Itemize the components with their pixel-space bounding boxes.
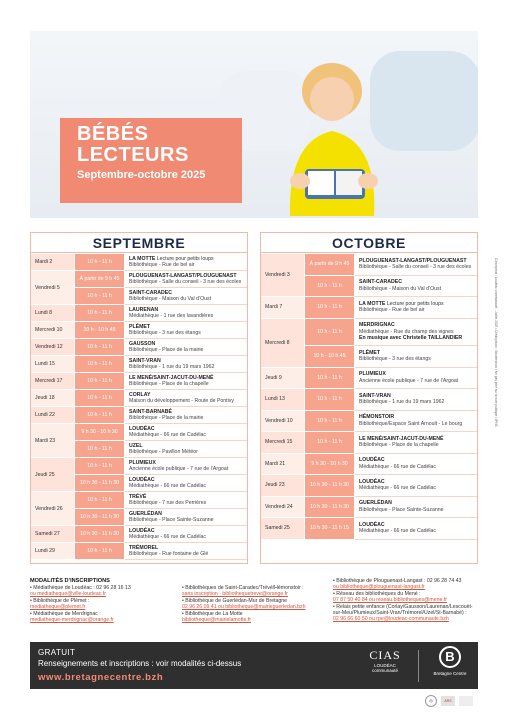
schedule-time: 10 h - 11 h (305, 297, 355, 319)
venue-address: Médiathèque - 66 rue de Cadélac (129, 483, 206, 489)
contact-link[interactable]: mediatheque-merdrignac@orange.fr (30, 617, 114, 624)
october-schedule (260, 232, 478, 564)
venue-address: Bibliothèque - Place de la chapelle (359, 442, 439, 449)
schedule-date: Mardi 2 (31, 254, 75, 271)
schedule-date: Mardi 7 (261, 297, 305, 319)
venue-town: HÉMONSTOIR (359, 414, 395, 421)
schedule-venue (355, 518, 477, 540)
schedule-date: Vendredi 12 (31, 339, 75, 356)
hero-banner (30, 31, 478, 218)
schedule-venue (355, 346, 477, 368)
schedule-venue (125, 543, 247, 560)
schedule-date: Mercredi 10 (31, 322, 75, 339)
schedule-time: 10 h - 11 h (305, 389, 355, 411)
schedule-time: 10 h - 11 h (75, 254, 125, 271)
schedule-date: Vendredi 5 (31, 271, 75, 305)
schedule-venue (125, 509, 247, 526)
contact-text: • Bibliothèques de Saint-Caradec/Trévé/Hémonstoir : (182, 585, 304, 591)
cias-logo-sub2: communauté (371, 668, 398, 673)
venue-address: Médiathèque - 1 rue des lavandières (129, 313, 214, 319)
contact-link[interactable]: 02 96 26 09 41 ou bibliotheque@mairieguerledan.bzh (182, 604, 306, 611)
schedule-time: À partir de 9 h 45 (305, 254, 355, 276)
venue-address: Bibliothèque - 1 rue du 19 mars 1962 (359, 399, 445, 406)
partner-logo-icon: ◎ (425, 695, 437, 707)
schedule-date: Samedi 27 (31, 526, 75, 543)
schedule-venue (125, 339, 247, 356)
schedule-venue (355, 368, 477, 390)
venue-address: Bibliothèque - Place Sainte-Suzanne (359, 506, 444, 513)
cias-logo-text: CIAS (369, 648, 401, 662)
venue-address: Médiathèque - 66 rue de Cadélac (359, 528, 436, 535)
venue-town: PLOUGUENAST-LANGAST/PLOUGUENAST (359, 257, 467, 264)
venue-address: Bibliothèque - Place de la chapelle (129, 381, 209, 387)
schedule-date: Mardi 21 (261, 454, 305, 476)
september-schedule (30, 232, 248, 564)
schedule-time: 10 h - 11 h (75, 441, 125, 458)
venue-address: Bibliothèque - Pavillon Météor (129, 449, 198, 455)
venue-town: LAURENAN (129, 306, 159, 313)
schedule-venue (355, 319, 477, 347)
schedule-time: 10 h 30 - 11 h 30 (75, 509, 125, 526)
venue-town: PLUMIEUX (129, 459, 156, 466)
schedule-venue (355, 411, 477, 433)
schedule-date: Vendredi 24 (261, 497, 305, 519)
schedule-date: Lundi 8 (31, 305, 75, 322)
schedule-date: Mardi 23 (31, 424, 75, 458)
schedule-date: Lundi 29 (31, 543, 75, 560)
venue-town: LOUDÉAC (359, 478, 385, 485)
schedule-date: Mercredi 17 (31, 373, 75, 390)
schedule-time: 10 h 30 - 11 h 30 (305, 475, 355, 497)
schedule-venue (125, 288, 247, 305)
schedule-time: 10 h - 11 h (75, 339, 125, 356)
september-heading: SEPTEMBRE (31, 233, 247, 253)
schedule-time: 10 h - 11 h (75, 390, 125, 407)
venue-town: SAINT-BARNABÉ (129, 408, 172, 415)
contact-link[interactable]: mediatheque@plemet.fr (30, 604, 86, 611)
cias-logo (360, 648, 410, 684)
venue-address: Bibliothèque - 3 rue des étangs (359, 356, 431, 363)
bretagne-centre-logo-label: Bretagne Centre (433, 671, 467, 676)
venue-address: Bibliothèque - 7 rue des Perrières (129, 500, 207, 506)
title-line-1: BÉBÉS (77, 123, 149, 145)
venue-address: Bibliothèque - Maison du Val d’Oust (359, 285, 442, 292)
schedule-time: 10 h 30 - 11 h 30 (305, 497, 355, 519)
venue-town: GUERLÉDAN (359, 500, 392, 507)
registration-title: MODALITÉS D’INSCRIPTIONS (30, 578, 110, 584)
schedule-time: 10 h - 11 h (75, 305, 125, 322)
venue-town: CORLAY (129, 391, 151, 398)
schedule-venue (355, 276, 477, 298)
schedule-time: 10 h 30 - 11 h 15 (305, 518, 355, 540)
venue-address: Bibliothèque - Place Sainte-Suzanne (129, 517, 214, 523)
venue-town: MERDRIGNAC (359, 322, 395, 329)
venue-address: Bibliothèque/Espace Saint Arnoult - Le bourg (359, 420, 463, 427)
schedule-time: 9 h 30 - 10 h 30 (305, 454, 355, 476)
schedule-venue (125, 322, 247, 339)
venue-town: PLOUGUENAST-LANGAST/PLOUGUENAST (129, 272, 237, 279)
partner-logos (425, 694, 478, 708)
venue-town: PLÉMET (359, 349, 381, 356)
schedule-venue (125, 407, 247, 424)
venue-note: Lecture pour petits loups (155, 255, 214, 262)
schedule-date: Jeudi 25 (31, 458, 75, 492)
schedule-time: 10 h - 10 h 45 (305, 346, 355, 368)
venue-town: PLÉMET (129, 323, 151, 330)
contact-text: • Réseau des bibliothèques du Mené : (333, 590, 421, 597)
schedule-time: 9 h 30 - 10 h 30 (75, 424, 125, 441)
venue-address: Maison du développement - Route de Pontivy (129, 398, 234, 404)
contact-link[interactable]: ou mediatheque@ville-loudeac.fr (30, 591, 106, 598)
schedule-date: Vendredi 10 (261, 411, 305, 433)
schedule-time: 10 h - 11 h (75, 407, 125, 424)
schedule-venue (355, 254, 477, 276)
schedule-time: 10 h - 11 h (75, 356, 125, 373)
venue-town: SAINT-CARADEC (359, 279, 402, 286)
footer-divider (418, 650, 419, 682)
venue-town: LOUDÉAC (359, 457, 385, 464)
schedule-venue (125, 390, 247, 407)
venue-address: Bibliothèque - Rue de bel air (129, 262, 195, 268)
venue-address: Médiathèque - Rue du champ des vignes (359, 328, 454, 335)
schedule-venue (125, 254, 247, 271)
schedule-time: 10 h - 11 h (305, 319, 355, 347)
venue-town: LA MOTTE (129, 255, 156, 262)
hero-photo-child-reading (260, 51, 400, 218)
schedule-time: 10 h - 11 h (75, 458, 125, 475)
venue-town: LOUDÉAC (129, 476, 155, 483)
venue-town: SAINT-VRAN (129, 357, 161, 364)
footer-banner (30, 642, 478, 689)
schedule-venue (125, 373, 247, 390)
schedule-time: 10 h - 11 h (75, 492, 125, 509)
contact-text: sur-Meu/Plumieux/Saint-Vran/Trémorel/Uzel/St-Barnabé) : (333, 610, 467, 617)
schedule-time: 10 h - 11 h (305, 432, 355, 454)
schedule-venue (355, 389, 477, 411)
venue-address: Ancienne école publique - 7 rue de l’Argoat (359, 377, 459, 384)
title-line-2: LECTEURS (77, 144, 189, 166)
venue-address: Médiathèque - 66 rue de Cadélac (129, 432, 206, 438)
venue-address: Bibliothèque - Place de la mairie (129, 415, 204, 421)
schedule-time: 10 h - 11 h (305, 368, 355, 390)
info-label: Renseignements et inscriptions : voir modalités ci-dessus (38, 659, 242, 668)
contact-link[interactable]: ou bibliotheque@plouguenast-langast.fr (333, 584, 425, 591)
venue-address: Médiathèque - 66 rue de Cadélac (359, 485, 436, 492)
venue-note: Lecture pour petits loups (385, 300, 444, 307)
venue-address: Bibliothèque - Maison du Val d’Oust (129, 296, 212, 302)
schedule-venue (125, 305, 247, 322)
venue-address: Bibliothèque - Salle du conseil - 3 rue des écoles (129, 279, 242, 285)
venue-town: PLUMIEUX (359, 371, 386, 378)
venue-address: Médiathèque - 66 rue de Cadélac (129, 534, 206, 540)
schedule-date: Samedi 25 (261, 518, 305, 540)
venue-town: TRÉVÉ (129, 493, 147, 500)
schedule-date: Mercredi 8 (261, 319, 305, 368)
schedule-date: Mercredi 15 (261, 432, 305, 454)
schedule-time: 10 h - 11 h (75, 373, 125, 390)
schedule-date: Jeudi 9 (261, 368, 305, 390)
venue-address: Bibliothèque - Salle du conseil - 3 rue des écoles (359, 264, 472, 271)
registration-info (30, 578, 478, 624)
schedule-time: 10 h - 10 h 45 (75, 322, 125, 339)
venue-town: SAINT-VRAN (359, 392, 391, 399)
venue-town: LA MOTTE (359, 300, 386, 307)
credit-text: Conception : Loudéac communauté - Juillet 2025 • Crédit photo : Shutterstock • Ne pas jeter sur la voie publique • IPNS (494, 258, 498, 427)
schedule-date: Jeudi 18 (31, 390, 75, 407)
contact-text: • Bibliothèque de Guerlédan-Mur de Bretagne (182, 597, 288, 604)
schedule-venue (355, 297, 477, 319)
schedule-venue (125, 492, 247, 509)
schedule-time: 10 h 30 - 11 h 30 (75, 526, 125, 543)
schedule-venue (355, 432, 477, 454)
contact-text: • Relais petite enfance (Corlay/Gausson/Laurenan/Lescouët- (333, 603, 473, 610)
venue-town: GUERLÉDAN (129, 510, 162, 517)
venue-address: Bibliothèque - Rue de bel air (359, 307, 425, 314)
ars-logo: ARS (441, 696, 455, 706)
schedule-time: 10 h - 11 h (305, 276, 355, 298)
venue-town: LE MENÉ/SAINT-JACUT-DU-MENÉ (129, 374, 214, 381)
schedule-venue (125, 356, 247, 373)
schedule-date: Vendredi 26 (31, 492, 75, 526)
schedule-venue (355, 475, 477, 497)
schedule-date: Jeudi 23 (261, 475, 305, 497)
bretagne-centre-logo (426, 646, 474, 686)
venue-town: TRÉMOREL (129, 544, 159, 551)
bretagne-centre-logo-mark: B (439, 646, 461, 668)
contact-link[interactable]: 07 87 50 40 84 ou reseau.bibliotheques@mene.fr (333, 597, 447, 604)
schedule-time: 10 h - 11 h (75, 543, 125, 560)
schedule-date: Lundi 15 (31, 356, 75, 373)
contact-link[interactable]: sans inscription - bibliothequetreve@orange.fr (182, 591, 288, 598)
schedule-date: Lundi 13 (261, 389, 305, 411)
partner-logo-icon (459, 696, 473, 706)
schedule-venue (125, 271, 247, 288)
schedule-time: 10 h 30 - 11 h 30 (75, 475, 125, 492)
schedule-time: 10 h - 11 h (75, 288, 125, 305)
contact-text: • Médiathèque de Loudéac : 02 96 28 16 13 (30, 585, 131, 591)
venue-address: Bibliothèque - 1 rue du 19 mars 1962 (129, 364, 215, 370)
venue-address: Bibliothèque - Place de la mairie (129, 347, 204, 353)
schedule-date: Lundi 22 (31, 407, 75, 424)
schedule-venue (125, 424, 247, 441)
schedule-venue (125, 458, 247, 475)
schedule-venue (355, 497, 477, 519)
schedule-date: Vendredi 3 (261, 254, 305, 297)
contact-text: • Médiathèque de Merdrignac : (30, 610, 101, 617)
venue-town: LOUDÉAC (359, 521, 385, 528)
contact-text: • Bibliothèque de Plouguenast-Langast : 02 96 28 74 43 (333, 578, 462, 584)
venue-address: Ancienne école publique - 7 rue de l’Argoat (129, 466, 229, 472)
venue-address: Médiathèque - 66 rue de Cadélac (359, 463, 436, 470)
schedule-venue (355, 454, 477, 476)
registration-column-3 (333, 578, 481, 623)
contact-text: • Bibliothèque de La Motte (182, 610, 243, 617)
venue-town: UZEL (129, 442, 143, 449)
october-heading: OCTOBRE (261, 233, 477, 253)
title-subtitle: Septembre-octobre 2025 (77, 169, 206, 181)
title-block (60, 118, 242, 203)
cias-logo-sub1: LOUDÉAC (374, 663, 396, 668)
schedule-venue (125, 475, 247, 492)
venue-special: En musique avec Christelle TAILLANDIER (359, 334, 463, 341)
contact-link[interactable]: 02 96 66 60 50 ou rpe@loudeac-communaute.bzh (333, 616, 449, 623)
venue-town: LOUDÉAC (129, 527, 155, 534)
schedule-venue (125, 441, 247, 458)
registration-column-1 (30, 585, 175, 623)
venue-town: LE MENÉ/SAINT-JACUT-DU-MENÉ (359, 435, 444, 442)
venue-town: SAINT-CARADEC (129, 289, 172, 296)
registration-column-2 (182, 585, 332, 623)
venue-town: LOUDÉAC (129, 425, 155, 432)
venue-town: GAUSSON (129, 340, 156, 347)
contact-text: • Bibliothèque de Plémet : (30, 597, 90, 604)
schedule-time: 10 h - 11 h (305, 411, 355, 433)
website-link[interactable]: www.bretagnecentre.bzh (38, 672, 164, 683)
schedule-time: À partir de 9 h 45 (75, 271, 125, 288)
contact-link[interactable]: bibliotheque@mairielamotte.fr (182, 617, 251, 624)
schedule-venue (125, 526, 247, 543)
venue-address: Bibliothèque - Rue fontaine de Glé (129, 551, 209, 557)
free-label: GRATUIT (38, 648, 76, 657)
venue-address: Bibliothèque - 3 rue des étangs (129, 330, 201, 336)
